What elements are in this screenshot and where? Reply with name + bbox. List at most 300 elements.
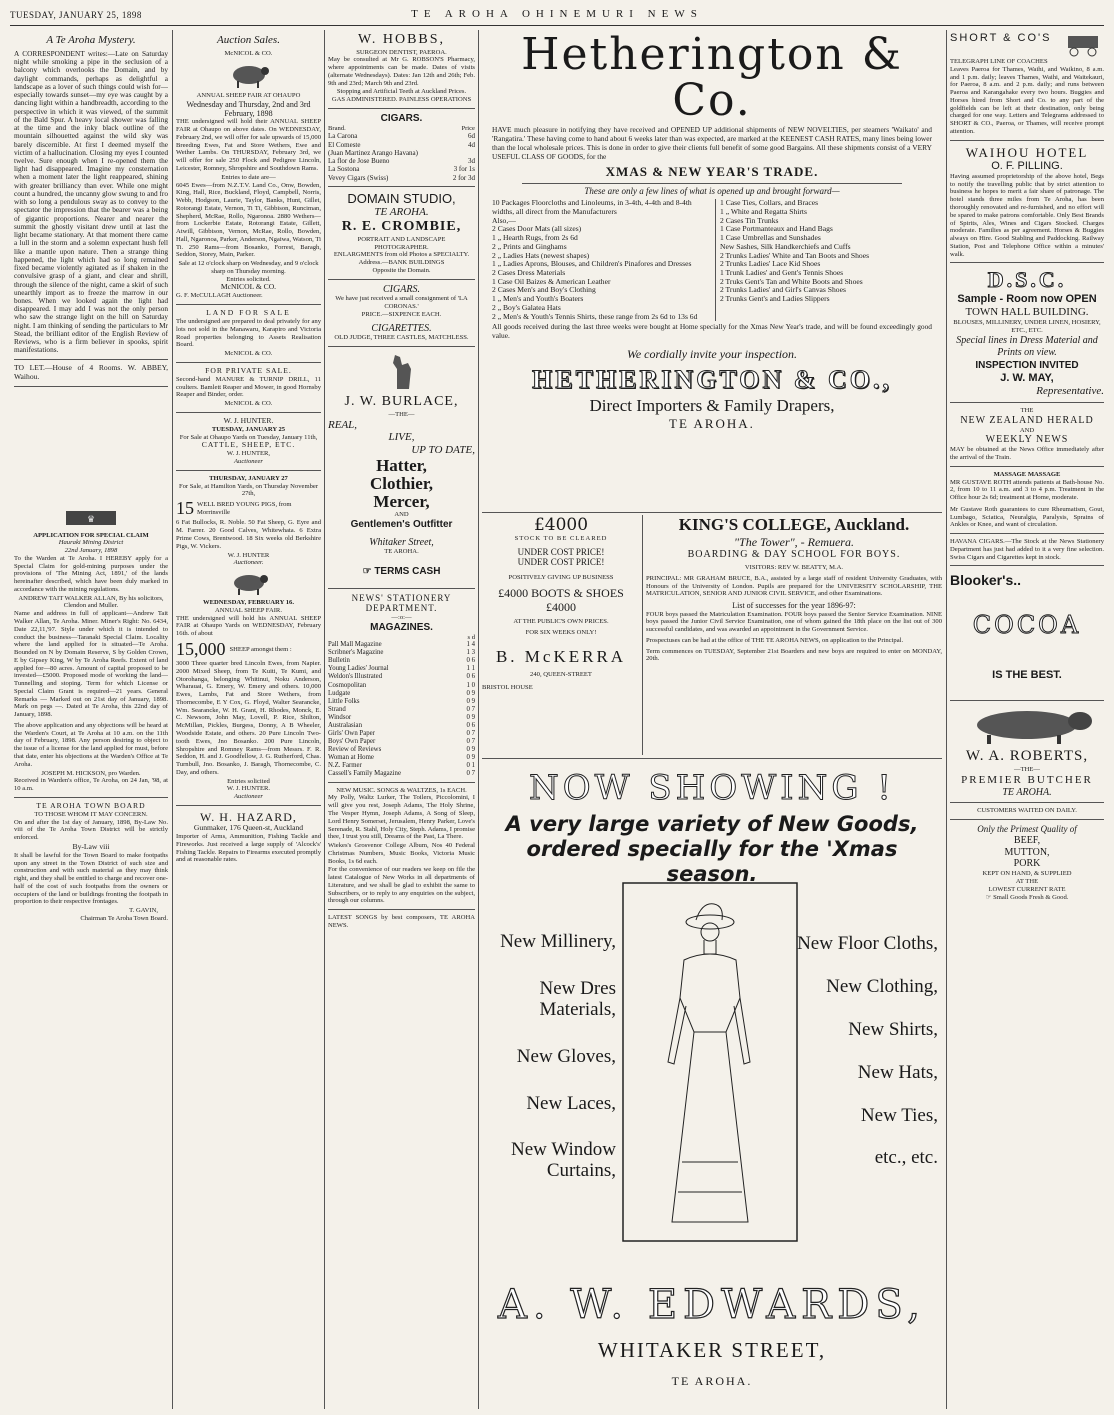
hetherington-item: 1 „ Men's and Youth's Boaters [492,294,584,304]
cigar-item-name: La Carona [328,132,358,141]
magazine-item [328,762,475,770]
kings-tower: "The Tower", - Remuera. [734,535,854,550]
town-board-sub: TO THOSE WHOM IT MAY CONCERN. [34,810,148,818]
special-claim-received: Received in Warden's office, Te Aroha, on 24 Jan, '98, at 10 a.m. [14,777,168,793]
coach-icon [1060,32,1104,58]
domain-title: DOMAIN STUDIO, [347,190,456,206]
divider [482,758,942,759]
issue-date: TUESDAY, JANUARY 25, 1898 [10,10,142,20]
crombie-role-1: PORTRAIT AND LANDSCAPE [357,235,446,243]
butcher-town: TE AROHA. [1002,786,1052,798]
hunter-date-1-body: For Sale at Ohaupo Yards on Tuesday, January 11th, [179,433,318,441]
divider [328,588,475,589]
town-board-text: It shall be lawful for the Town Board to make footpaths upon any street in the Town District of such size and construction and with such material as they may think right, and they shall be entitled to charge and recover one-half of the cost of such footpaths from the owners or occupiers of the land or buildings fronting the footpath in proportion to their respective frontages. [14,851,168,906]
magazine-item [328,722,475,730]
magazine-item-price: 0 7 [466,769,475,777]
column-rule [642,515,643,755]
cigar-item [328,132,475,140]
feb-entries: Entries solicited [227,777,270,785]
hetherington-item: 1 „ White and Regatta Shirts [720,206,807,216]
magazine-item-name: Cosmopolitan [328,681,367,689]
magazine-item-name: N.Z. Farmer [328,761,362,769]
hetherington-item: 1 Case Oil Baizes & American Leather [492,276,611,286]
burlace-outfitter: Gentlemen's Outfitter [350,518,453,530]
ohaupo-entries-head: Entries to date are— [221,173,276,181]
magazine-item-price: 0 9 [466,697,475,705]
mutton: MUTTON, [1004,846,1050,858]
hetherington-item: 1 Trunk Ladies' and Gent's Tennis Shoes [720,268,844,277]
hetherington-item: 2 Trunks Ladies' and Girl's Canvas Shoes [720,285,846,295]
hetherington-item: 2 „ Ladies Hats (newest shapes) [492,250,590,260]
town-board-sign: T. GAVIN, [129,907,158,915]
songs-note: LATEST SONGS by best composers, TE AROHA NEWS. [328,914,475,929]
divider [176,412,321,413]
cigar-item-name: La flor de Jose Bueno [328,157,390,166]
magazine-item-name: Bulletin [328,657,350,665]
cigars-2-price: PRICE.—SIXPENCE EACH. [361,310,442,318]
magazine-item-name: Little Folks [328,697,360,705]
blookers-title: Blooker's.. [950,572,1022,589]
magazine-item-name: Ludgate [328,689,351,697]
lady-illustration [622,882,798,1242]
goods-item-right: etc., etc. [874,1147,938,1169]
magazine-item-price: 0 6 [466,721,475,729]
hunter-lots: 6 Fat Bullocks, R. Noble. 50 Fat Sheep, G. Eyre and M. Farrer. 20 Good Calves, Whitewhata. 6 Extra Prime Cows, Brentwood. 18 Six weeks old Berkshire Pigs, W. Vickers. [176,519,321,550]
mckerra-name: B. McKERRA [495,646,627,666]
hetherington-item: 1 Case Umbrellas and Sunshades [720,233,821,243]
magazine-item [328,690,475,698]
hetherington-ad [482,32,942,510]
column-1 [14,32,168,1409]
stock-positively: POSITIVELY GIVING UP BUSINESS [508,574,614,582]
crombie-opposite: Opposite the Domain. [372,266,431,274]
burlace-clothier: Clothier, [369,474,434,494]
may-name: J. W. MAY, [1000,372,1054,385]
divider [950,533,1104,534]
ornament: —:o:— [391,614,412,622]
shorts-sub: TELEGRAPH LINE OF COACHES [950,58,1048,65]
cigar-item [328,165,475,173]
hetherington-item: 2 „ Prints and Ginghams [492,241,567,251]
hunter-date-2: THURSDAY, JANUARY 27 [209,474,288,482]
hobbs-note: Stopping and Artificial Teeth at Auckland Prices. [336,88,467,96]
goods-item-right: New Hats, [857,1061,938,1083]
divider [14,359,168,360]
divider [328,782,475,783]
hetherington-list-right [715,199,932,321]
land-body: The undersigned are prepared to deal privately for any lots not sold in the Manawaru, Karapiro and Victoria Road properties belonging to Assets Realisation Board. [176,318,321,349]
pointing-hand-icon: ☞ [985,893,994,901]
divider [950,262,1104,263]
shorts-title: SHORT & CO'S [950,32,1052,44]
magazine-item-price: 0 6 [466,657,475,665]
feb-role: Auctioneer [234,793,263,801]
nzh-the: THE [1020,407,1034,415]
burlace-title: J. W. BURLACE, [344,394,459,410]
cigar-item-price: 2 for 3d [452,173,475,182]
magazine-item [328,738,475,746]
cigar-item-price: 3 for 1s [453,165,475,174]
divider [176,470,321,471]
special-claim-sub: Hauraki Mining District [58,539,124,547]
divider [176,362,321,363]
nzh-weekly: WEEKLY NEWS [985,434,1069,446]
magazine-item-price: 0 6 [466,673,475,681]
hetherington-item: 2 Truks Gent's Tan and White Boots and Shoes [720,276,863,286]
hetherington-name: HETHERINGTON & CO., [532,364,892,394]
magazine-item-price: 0 7 [466,705,475,713]
hunter-date-1: TUESDAY, JANUARY 25 [211,425,286,433]
hetherington-item: 1 Case Ties, Collars, and Braces [720,198,819,208]
edwards-street: WHITAKER STREET, [597,1338,827,1362]
hetherington-item: 2 Cases Men's and Boy's Clothing [492,285,596,295]
divider [14,797,168,798]
nzh-body: MAY be obtained at the News Office immediately after the arrival of the Train. [950,446,1104,462]
magazine-item [328,746,475,754]
hunter-pigs: WELL BRED YOUNG PIGS, from Morrinsville [197,501,292,516]
cigars-2-title: CIGARS. [383,283,420,295]
inspection-invited: INSPECTION INVITED [975,360,1079,372]
divider [176,304,321,305]
sample-room: Sample - Room now OPEN [957,293,1097,306]
cigar-item-name: Vevey Cigars (Swiss) [328,173,389,182]
column-rule [172,30,173,1409]
kings-board: BOARDING & DAY SCHOOL FOR BOYS. [687,549,901,561]
magazine-item [328,657,475,665]
magazine-item [328,730,475,738]
cigar-item-price: 3d [468,157,475,166]
goods-item-right: New Shirts, [848,1018,938,1040]
roberts-name: W. A. ROBERTS, [965,748,1089,765]
hetherington-invite: We cordially invite your inspection. [626,346,798,361]
feb-fair: ANNUAL SHEEP FAIR. [215,606,282,614]
hunter-name-1: W. J. HUNTER, [226,450,271,458]
pilling-name: O. F. PILLING. [991,159,1063,172]
kings-visitors: VISITORS: REV W. BEATTY, M.A. [744,564,844,571]
crombie-name: R. E. CROMBIE, [341,219,462,235]
nzh-and: AND [1019,426,1035,434]
dsc-title: D.S.C. [987,267,1067,293]
divider [950,402,1104,403]
customers-waited: CUSTOMERS WAITED ON DAILY. [977,807,1077,815]
feb-lots: 3000 Three quarter bred Lincoln Ewes, from Napier. 2000 Mixed Sheep, from Te Kuiti, Te Kumi, and Otorohanga, belonging Whitinui, Noku Anderson, Wharauai, G. Emery, W. Emery and others. 10,000 Ewes, Lambs, Fat and Store Wethers, from Thornecombe, E Y Cox, G. Floyd, Walter Searancke, Wm. Searancke, W. H. Grant, H. Rhodes, Monck, E. C. Newsom, John May, Lovell, P. Rice, Shilton, McMillan, Pickles, Burgess, Donny, A B Wheeler, Woodside Estate, and others. 20 Pure Lincoln Two-tooth Ewes, Jno Bosanko. 200 Pure Lincoln, Shropshire and Romney Rams—from Messrs. F. R. Seddon, H. and J. Goodfellow, J. G. Rutherford, Chas. Turnbull, Jno. Bosanko, J. Baragh, Thornecombe, C. Day, and others. [176,660,321,776]
news-stationery-title: NEWS' STATIONERY DEPARTMENT. [351,592,452,614]
divider [950,802,1104,803]
special-claim-agent: ANDREW TAIT WALKER ALLAN, By his solicitors, Clendon and Muller. [18,594,164,610]
hetherington-item: 2 „ Men's & Youth's Tennis Shirts, these range from 2s 6d to 13s 6d [492,311,698,321]
magazine-item-name: Windsor [328,713,352,721]
divider [328,108,475,109]
special-claim-sign: JOSEPH M. HICKSON, pro Warden. [41,769,141,777]
feb-body: THE undersigned will hold his ANNUAL SHEEP FAIR at Ohaupo Yards on WEDNESDAY, February 16th. of about [176,614,321,638]
goods-item-left: New Millinery, [500,931,616,952]
magazine-item-price: 1 3 [466,649,475,657]
burlace-mercer: Mercer, [373,492,430,512]
lowest-rate: LOWEST CURRENT RATE [988,885,1066,893]
divider [176,805,321,806]
ohaupo-agent: G. F. McCULLAGH Auctioneer. [176,292,263,300]
magazine-item [328,665,475,673]
stock-under-1: UNDER COST PRICE! [517,546,605,557]
hetherington-list-left [492,199,709,321]
hetherington-item: New Sashes, Silk Handkerchiefs and Cuffs [720,241,851,251]
column-3 [328,32,475,1409]
primest: Only the Primest Quality of [977,824,1077,835]
special-claim-body: To the Warden at Te Aroha. I HEREBY apply for a Special Claim for gold-mining purposes under the provisions of 'The Mining Act, 1891,' of the lands hereinafter described, which have been duly marked in accordance with the mining regulations. [14,554,168,593]
hobbs-title: W. HOBBS, [357,32,446,47]
burlace-hatter: Hatter, [376,456,427,476]
kings-successes: FOUR boys passed the Matriculation Examination. FOUR boys passed the Senior Service Examination. NINE boys passed the Junior Civil Service Examination, one of whom gained the 18th place on the list out of 300 successful candidates, and was awarded an appointment in the Government Service. [646,610,942,634]
divider [950,466,1104,467]
burlace-town: TE AROHA. [384,548,419,556]
hetherington-item: 2 Trunks Ladies' Lace Kid Shoes [720,259,821,269]
magazine-item [328,754,475,762]
hetherington-item: 2 Cases Dress Materials [492,268,566,277]
small-goods: ☞ Small Goods Fresh & Good. [985,893,1069,901]
havana-cigars: HAVANA CIGARS.—The Stock at the News Stationery Department has just had added to it a very fine selection. Swiss Cigars and Cigarettes kept in stock. [950,538,1104,561]
town-board-title: TE AROHA TOWN BOARD [36,800,146,810]
hand-icon [389,351,415,391]
hetherington-body: HAVE much pleasure in notifying they have received and OPENED UP additional shipments of NEW NOVELTIES, per steamers 'Waikato' and 'Rangatira.' These having come to hand about 6 weeks later than was expected, are marked at the KEENEST CASH RATES, many lines being lower than the local wholesale prices. This is done in order to give their clients full benefit of some good Bargains. All these shipments consist of a VERY USEFUL CLASS OF GOODS, for the [492,125,932,161]
hobbs-body: May be consulted at Mr G. ROBSON'S Pharmacy, where appointments can be made. Dates of visits (alternate Wednesdays). Dates: Jan 12th and 26th; Feb. 9th and 23rd; March 9th and 23rd. [328,56,475,87]
stock-under-2: UNDER COST PRICE! [517,557,605,568]
magazine-item-name: Woman at Home [328,753,374,761]
town-board-bylaw: By-Law viii [72,841,110,851]
burlace-the: —THE— [388,410,415,418]
hobbs-gas: GAS ADMINISTERED. PAINLESS OPERATIONS [331,96,472,104]
hetherington-town: TE AROHA. [669,415,755,431]
cigar-item-name: La Sostona [328,165,360,174]
at-the: AT THE [1015,877,1039,885]
mckerra-address: 240, QUEEN-STREET [530,670,592,678]
divider [328,909,475,910]
magazine-item-name: Review of Reviews [328,745,382,753]
column-rule [946,30,947,1409]
hetherington-intro: These are only a few lines of what is opened up and brought forward— [584,185,840,196]
premier-butcher: PREMIER BUTCHER [961,773,1093,786]
cigar-item [328,174,475,182]
massage-body-2: Mr Gustave Roth guarantees to cure Rheumatism, Gout, Lumbago, Sciatica, Neuralgia, Paralysis, Sprains of Ankles or Knee, and want of circulation. [950,505,1104,529]
kings-term: Term commences on TUESDAY, September 21st Boarders and new boys are required to enter on MONDAY, 20th. [646,647,942,663]
cigars-brand-header: Brand. [328,124,346,132]
mckerra-ad [482,515,640,755]
kept-on-hand: KEPT ON HAND, & SUPPLIED [982,870,1072,878]
ohaupo-firm: McNICOL & CO. [220,282,277,292]
blouses: BLOUSES, MILLINERY, UNDER LINEN, HOSIERY, ETC., ETC. [953,319,1101,335]
crombie-role-2: PHOTOGRAPHER. [374,243,429,251]
may-rep: Representative. [1036,385,1104,398]
auction-title: Auction Sales. [217,34,280,46]
hetherington-xmas: XMAS & NEW YEAR'S TRADE. [605,164,819,180]
hazard-title: W. H. HAZARD, [200,809,297,824]
magazine-item-name: Young Ladies' Journal [328,665,389,673]
shorts-body: Leaves Paeroa for Thames, Waihi, and Waikino, 8 a.m. and 1 p.m. daily; leaves Thames, Waihi, and Waitekauri, for Paeroa, 8 a.m. and 2 p.m. daily; and runs between Paeroa and Karangahake every two hours. Buggies and Horses hired from Short and Co. to any part of the goldfields can be left at their destination, only being charged for one way. Letters and Telegrams addressed to SHORT & CO., Paeroa, or Thames, will receive prompt attention. [950,65,1104,135]
divider [328,346,475,347]
magazine-item-name: Pall Mall Magazine [328,641,382,649]
magazines-title: MAGAZINES. [370,621,433,633]
divider [950,565,1104,566]
magazine-item-name: Strand [328,705,346,713]
magazine-item [328,698,475,706]
magazine-item-price: 1 1 [466,665,475,673]
cigar-item-name: (Juan Martinez Arango Havana) [328,148,418,157]
cigar-item [328,141,475,149]
magazine-item-name: Boys' Own Paper [328,737,376,745]
ohaupo-entries: 6045 Ewes—from N.Z.T.V. Land Co., Onw, Bowden, King, Hall, Rice, Buckland, Floyd, Campbell, Norris, Webb, Hodgson, Laurie, Taylor, Banks, Hunt, Gillet, Rotorangi Estate, Vernon, Ti Ti, Gibbison, Runciman, Shepherd, McRae, Rollo, Ngaronoa. 2880 Wethers—from Lockerbie Estate, Rotorangi Estate, Gillett, Atwill, Gibbison, Vernon, McRae, Rollo, Bowden, Hall, Ngaronoa, Parker, Anderson, Ngaiwa, Watson, Ti Ti. 250 Rams—from Bosanko, Forrest, Baragh, Seddon, Storey, Main, Parker. [176,181,321,259]
kings-list: List of successes for the year 1896-97: [732,601,856,611]
magazine-item [328,714,475,722]
cigarettes-title: CIGARETTES. [371,322,432,334]
magazine-item-price: 1 4 [466,641,475,649]
roberts-the: —THE— [1013,765,1040,773]
column-5 [950,32,1104,1409]
goods-item-right: New Ties, [860,1104,938,1126]
divider [950,819,1104,820]
column-rule [324,30,325,1409]
goods-list-left [484,932,616,1208]
stock-boots: £4000 BOOTS & SHOES £4000 [498,585,624,614]
divider [14,386,168,387]
waihou-title: WAIHOU HOTEL [965,144,1089,160]
goods-item-left: New Laces, [526,1092,616,1114]
magazine-item-name: Cassell's Family Magazine [328,769,401,777]
special-lines: Special lines in Dress Material and Prints on view. [956,334,1098,358]
sheep-icon [227,61,271,89]
hetherington-item: 1 „ Ladies Aprons, Blouses, and Children's Pinafores and Dresses [492,259,692,269]
hunter-date-2-body: For Sale, at Hamilton Yards, on Thursday November 27th, [178,482,319,498]
crombie-address: Address.—BANK BUILDINGS [358,259,445,267]
music-body: My Polly, Waltz Lurker, The Toilers, Piccolomini, I will give you rest, Joseph Adams, The Holy Shrine, The Vesper Hymn, Joseph Adams, A Song of Sleep, Lord Henry Somerset, Jerusalem, Henry Parker, Love's Serenade, R. Stahl, Holy City, Steph. Adams, I promise thee, I trust you still, Dreams of the Past, La There. [328,794,475,841]
goods-item-left: New Dres Materials, [539,977,616,1020]
sheep-icon [229,570,269,596]
magazine-item-price: 0 9 [466,745,475,753]
feb-15000: 15,000 [176,638,226,659]
cigar-item-price: 4d [468,140,475,149]
magazine-item-price: 1 0 [466,681,475,689]
variety-text: A very large variety of New Goods, ordered specially for the 'Xmas season. [505,812,919,887]
cigars-title: CIGARS. [380,112,423,124]
special-claim-notice: The above application and any objections will be heard at the Warden's Court, at Te Aroha at 10 a.m. on the 11th day of February, 1898. Any person desiring to object to the issue of a license for the land applied for must, before that date, enter his objections at the Warden's Office at Te Aroha. [14,721,168,768]
ohaupo-title: ANNUAL SHEEP FAIR AT OHAUPO [196,91,301,99]
magazine-item-price: 0 7 [466,737,475,745]
kings-prospectus: Prospectuses can be had at the office of THE TE AROHA NEWS, on application to the Principal. [646,636,904,644]
ohaupo-dates: Wednesday and Thursday, 2nd and 3rd February, 1898 [186,99,311,118]
cigars-price-header: Price [461,124,475,132]
kings-title: KING'S COLLEGE, Auckland. [678,515,910,534]
magazine-item-price: 0 9 [466,753,475,761]
cigars-2-body: We have just received a small consignment of 'LA CORONAS.' [335,295,468,311]
svg-text:♛: ♛ [86,514,96,525]
divider [950,700,1104,701]
newspaper-title: TE AROHA OHINEMURI NEWS [411,8,703,20]
private-title: FOR PRIVATE SALE. [205,365,292,375]
mystery-title: A Te Aroha Mystery. [46,34,136,46]
music-body-2: Wiekes's Grosvenor College Album, Nos 40 Federal Christmas Numbers, Music Books, Victoria Music Books, 1s 6d each. [328,842,475,865]
goods-item-left: New Window Curtains, [511,1139,616,1182]
hunter-name-2: W. J. HUNTER [227,551,270,559]
terms-cash: ☞ TERMS CASH [362,566,441,578]
private-firm: McNICOL & CO. [224,400,273,408]
to-let: TO LET.—House of 4 Rooms. W. ABBEY, Waihou. [14,362,168,381]
beef: BEEF, [1013,834,1041,846]
magazine-item-name: Scribner's Magazine [328,649,384,657]
magazine-item [328,641,475,649]
hunter-15: 15 [176,498,194,519]
burlace-live: LIVE, [388,431,415,444]
now-showing: NOW SHOWING ! [529,768,895,808]
magazine-item [328,673,475,681]
magazine-list [328,641,475,777]
kings-college-ad [646,515,942,755]
hetherington-item: 10 Packages Floorcloths and Linoleums, in 3-4th, 4-4th and 8-4th widths, all direct from the Manufacturers [492,198,692,216]
divider [328,186,475,187]
divider [482,512,942,513]
cigar-list [328,132,475,182]
feb-name: W. J. HUNTER. [226,785,271,793]
cigar-item-price: 6d [468,132,475,141]
cocoa-title: COCOA [972,610,1082,639]
massage-title: MASSAGE MASSAGE [993,470,1061,478]
hazard-body: Importer of Arms, Ammunition, Fishing Tackle and Fireworks. Just received a large supply of 'Alcock's' Fishing Tackle. Repairs to Firearms executed promptly and at reasonable rates. [176,833,321,864]
special-claim-title: APPLICATION FOR SPECIAL CLAIM [33,531,149,539]
hunter-role-2: Auctioneer. [233,559,264,567]
magazines-sd: s d [467,633,475,641]
burlace-uptodate: UP TO DATE, [411,444,475,457]
divider [950,140,1104,141]
kings-principal: PRINCIPAL: MR GRAHAM BRUCE, B.A., assisted by a large staff of resident University Graduates, with Honours of the University of London. Pupils are prepared for the UNIVERSITY SCHOLARSHIP, THE MATRICULATION, SENIOR AND JUNIOR CIVIL SERVICE, and other Examinations. [646,574,942,598]
magazine-item-price: 0 1 [466,761,475,769]
pork: PORK [1013,858,1041,870]
burlace-street: Whitaker Street, [369,536,434,548]
stock-clear: STOCK TO BE CLEARED [514,535,608,543]
music-body-3: For the convenience of our readers we keep on file the latest Catalogue of New Works in all departments of Literature, and we shall be glad to exhibit the same to Subscribers, or to reply to any enquiries on the subject, through our columns. [328,866,475,905]
hetherington-item: 2 Trunks Gent's and Ladies Slippers [720,294,830,304]
hetherington-item: 2 Trunks Ladies' White and Tan Boots and Shoes [720,250,870,260]
nzh-title: NEW ZEALAND HERALD [960,414,1094,426]
massage-body: MR GUSTAVE ROTH attends patients at Bath-house No. 2, from 10 to 11 a.m. and 3 to 4 p.m. Treatment in the Office hour 2s 6d; treatment at Home, moderate. [950,478,1104,502]
hunter-role-1: Auctioneer [234,458,263,466]
goods-item-right: New Floor Cloths, [797,933,938,954]
land-firm: McNICOL & CO. [224,350,273,358]
hetherington-direct: Direct Importers & Family Drapers, [589,395,835,415]
hetherington-item: 2 Cases Door Mats (all sizes) [492,224,582,234]
edwards-town: TE AROHA. [671,1374,753,1388]
stock-six: FOR SIX WEEKS ONLY! [525,628,597,636]
hetherington-item: 2 Cases Tin Trunks [720,215,779,225]
divider [522,183,902,184]
burlace-and: AND [394,510,409,518]
music-title: NEW MUSIC. SONGS & WALTZES, 1s EACH. [336,786,467,794]
magazine-item-price: 0 9 [466,689,475,697]
goods-list-right [792,934,938,1191]
town-board-body: On and after the 1st day of January, 1898, By-Law No. viii of the Te Aroha Town District will be strictly enforced. [14,818,168,842]
hazard-sub: Gunmaker, 176 Queen-st, Auckland [193,823,304,833]
hetherington-title: Hetherington & Co. [521,32,903,127]
magazine-item-price: 0 7 [466,729,475,737]
waihou-body: Having assumed proprietorship of the above hotel, Begs to notify the travelling public that by strict attention to business he hopes to merit a fair share of patronage. The hotel stands three miles from Te Aroha, has been thoroughly renovated and re-furnished, and no effort will be spared to make patrons comfortable. Only Best Brands of Spirits, Ales, Wines and Cigars Stocked. Charges moderate. Families as per agreement. Horses & Buggies always on Hire. Good Stabling and Paddocking. Railway Station, Post and Telephone Office within a minutes' walk. [950,172,1104,258]
hunter-title: W. J. HUNTER. [223,415,274,425]
magazine-item-name: Weldon's Illustrated [328,673,383,681]
column-2 [176,32,321,1409]
feb-sheep: SHEEP amongst them : [229,645,292,653]
edwards-ad [482,762,942,1410]
masthead [10,8,1104,26]
cigar-item-name: El Comeste [328,140,361,149]
magazine-item-price: 0 9 [466,713,475,721]
cigar-item [328,149,475,157]
hetherington-foot: All goods received during the last three weeks were bought at Home specially for the Xmas New Year's trade, and will be found exceedingly good value. [492,322,932,341]
pointing-hand-icon: ☞ [362,566,375,578]
